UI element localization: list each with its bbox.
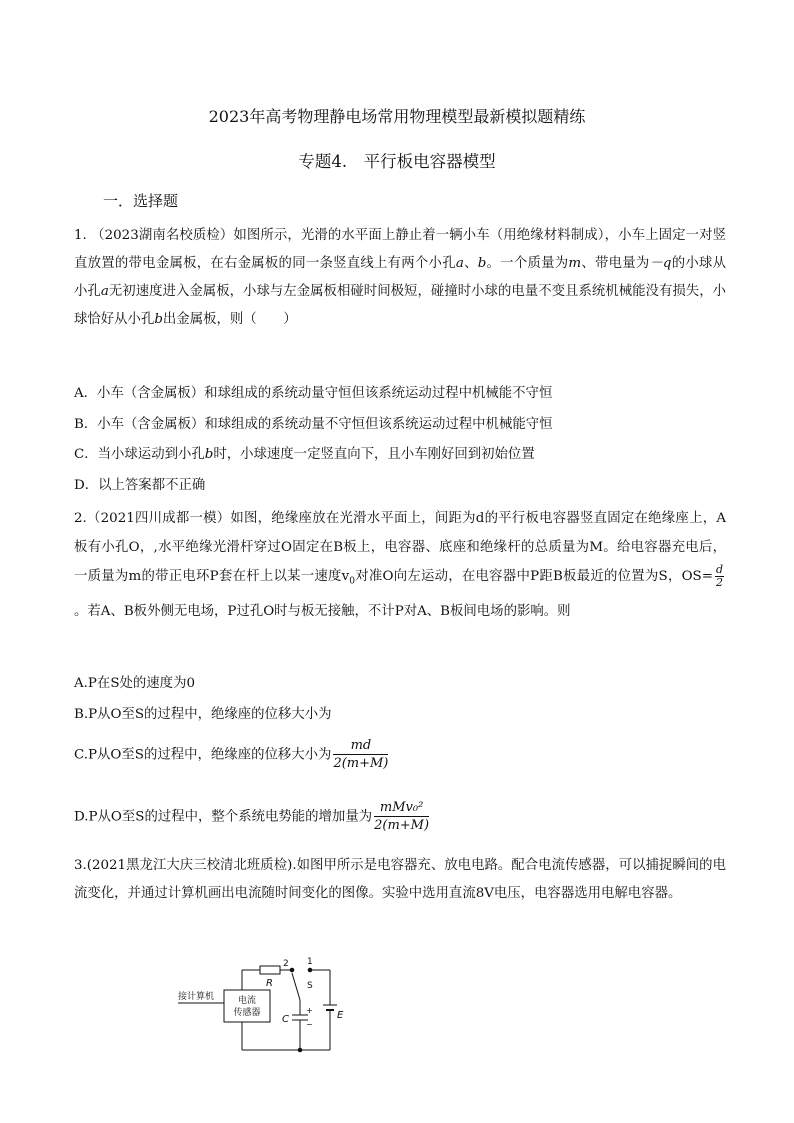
terminal-2-node	[290, 968, 294, 972]
capacitor-label: C	[282, 1014, 289, 1025]
emf-label: E	[337, 1010, 344, 1021]
sensor-label-line2: 传感器	[233, 1008, 261, 1018]
energy-fraction: $\frac{\text{mMv₀²}}{2(m+M)}$	[374, 800, 430, 833]
document-subtitle: 专题4. 平行板电容器模型	[298, 152, 496, 171]
sensor-label-line1: 电流	[237, 996, 257, 1006]
question-1-option-b: B．小车（含金属板）和球组成的系统动量不守恒但该系统运动过程中机械能守恒	[74, 417, 553, 432]
capacitor-circuit-diagram	[170, 955, 360, 1055]
question-3-stem: 3.(2021黑龙江大庆三校清北班质检).如图甲所示是电容器充、放电电路。配合电流传感器，可以捕捉瞬间的电流变化，并通过计算机画出电流随时间变化的图像。实验中选用直流8V电压，电容器选用电解电容器。	[74, 858, 726, 901]
question-1-option-c: C．当小球运动到小孔b时，小球速度一定竖直向下，且小车刚好回到初始位置	[74, 447, 535, 462]
question-2-option-b: B.P从O至S的过程中，绝缘座的位移大小为	[74, 707, 332, 722]
computer-label: 接计算机	[178, 992, 215, 1002]
question-2-option-c: C.P从O至S的过程中，绝缘座的位移大小为 $\frac{md}{2(m+M)}$	[74, 738, 389, 771]
section-heading: 一．选择题	[103, 192, 179, 210]
question-2-option-a: A.P在S处的速度为0	[74, 676, 195, 691]
terminal-1-label: 1	[307, 957, 313, 967]
question-1-option-d: D．以上答案都不正确	[74, 478, 206, 493]
question-1-stem: 1. （2023湖南名校质检）如图所示，光滑的水平面上静止着一辆小车（用绝缘材料制成），小车上固定一对竖直放置的带电金属板，在右金属板的同一条竖直线上有两个小孔a、b。一个质量为m、带电量为－q的小球从小孔a无初速度进入金属板，小球与左金属板相碰时间极短，碰撞时小球的电量不变且系统机械能没有损失，小球恰好从小孔b出金属板，则（ ）	[74, 228, 727, 327]
capacitor-plus-sign: +	[306, 1006, 313, 1015]
question-2-option-d: D.P从O至S的过程中，整个系统电势能的增加量为 $\frac{\text{mMv₀²}}{2(m+M)}$	[74, 800, 430, 833]
question-1-option-a: A．小车（含金属板）和球组成的系统动量守恒但该系统运动过程中机械能不守恒	[74, 386, 553, 401]
document-title: 2023年高考物理静电场常用物理模型最新模拟题精练	[208, 107, 586, 126]
switch-label: S	[307, 981, 313, 991]
terminal-2-label: 2	[283, 959, 289, 969]
question-2-stem: 2.（2021四川成都一模）如图，绝缘座放在光滑水平面上，间距为d的平行板电容器竖直固定在绝缘座上，A板有小孔O，,水平绝缘光滑杆穿过O固定在B板上，电容器、底座和绝缘杆的总质量为M。给电容器充电后，一质量为m的带正电环P套在杆上以某一速度$v_0$对准O向左运动，在电容器中P距B板最近的位置为S，OS= $\frac{d}{2}$ 。若A、B板外侧无电场，P过孔O时与板无接触，不计P对A、B板间电场的影响。则	[74, 511, 726, 619]
resistor-symbol	[260, 966, 280, 974]
resistor-label: R	[266, 978, 273, 989]
capacitor-minus-sign: −	[306, 1020, 313, 1029]
switch-arm	[292, 973, 300, 1000]
displacement-fraction: $\frac{md}{2(m+M)}$	[333, 738, 389, 771]
os-fraction: $\frac{d}{2}$	[715, 563, 723, 589]
